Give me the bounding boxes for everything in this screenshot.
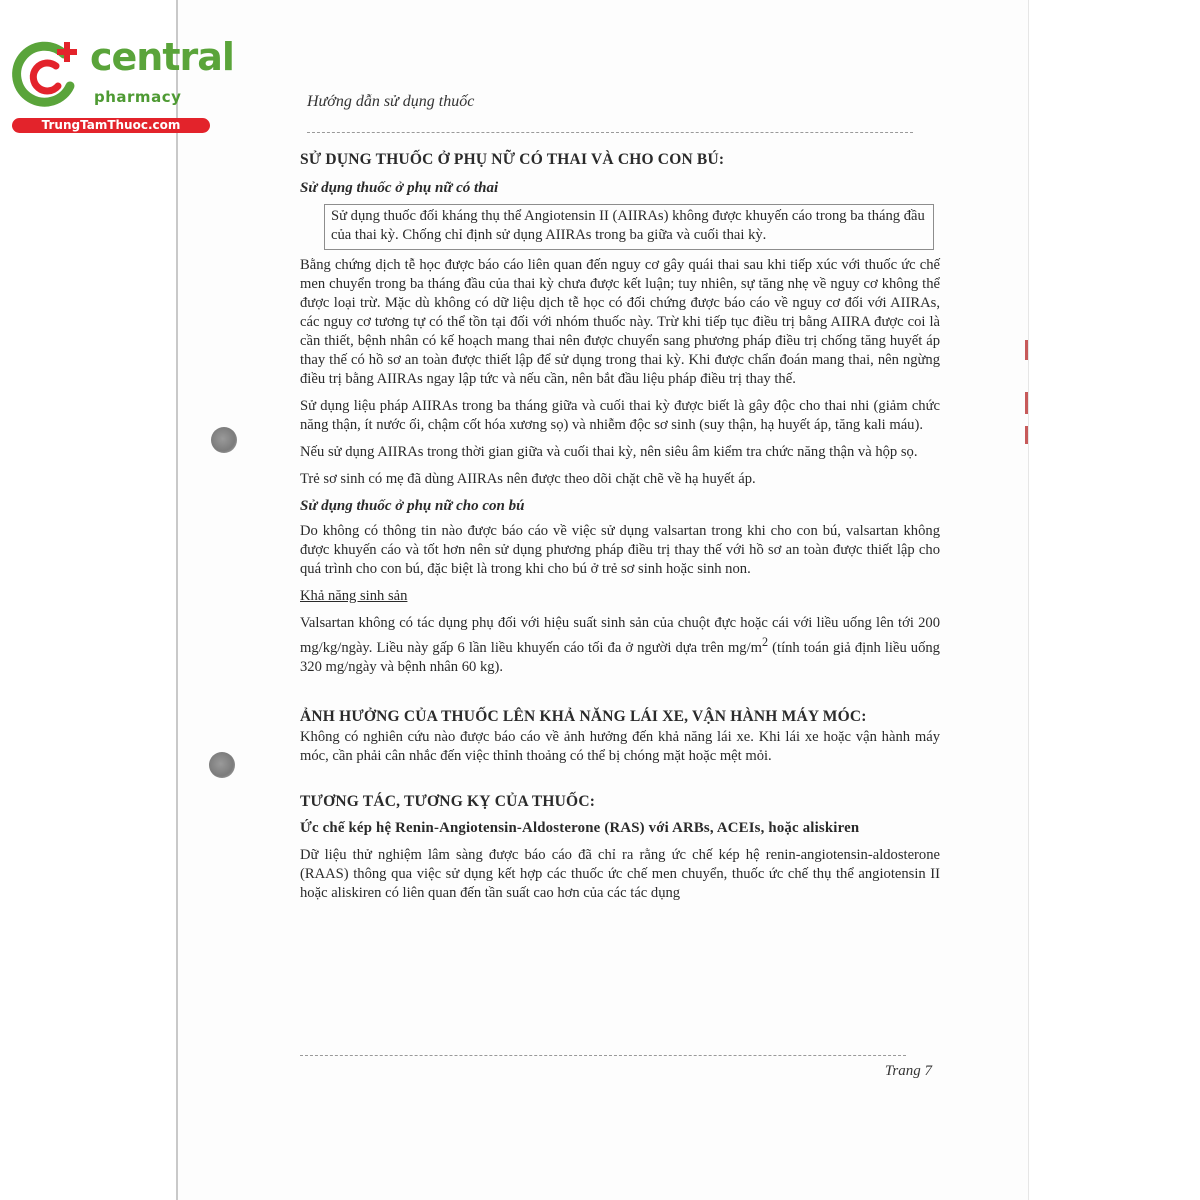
section-title-pregnancy: SỬ DỤNG THUỐC Ở PHỤ NỮ CÓ THAI VÀ CHO CON BÚ: bbox=[300, 151, 725, 168]
paragraph: Dữ liệu thử nghiệm lâm sàng được báo cáo đã chỉ ra rằng ức chế kép hệ renin-angiotensin-aldosterone (RAAS) thông qua việc sử dụng kết hợp các thuốc ức chế men chuyển, thuốc ức chế thụ thể angiotensin II hoặc aliskiren có liên quan đến tần suất cao hơn của các tác dụng bbox=[300, 846, 940, 901]
fertility-text-end: (tính toán giả định liều uống 320 mg/ngày và bệnh nhân 60 kg). bbox=[300, 639, 940, 675]
logo-wordmark: central bbox=[90, 35, 234, 79]
page-number: Trang 7 bbox=[884, 1063, 932, 1079]
document-body bbox=[300, 150, 940, 911]
header-rule bbox=[307, 132, 913, 133]
section-title-interactions: TƯƠNG TÁC, TƯƠNG KỴ CỦA THUỐC: bbox=[300, 792, 596, 810]
paragraph: Bằng chứng dịch tễ học được báo cáo liên quan đến nguy cơ gây quái thai sau khi tiếp xúc với thuốc ức chế men chuyển trong ba tháng đầu của thai kỳ chưa được kết luận; tuy nhiên, sự tăng nhẹ về nguy cơ không thể được loại trừ. Mặc dù không có dữ liệu dịch tễ học có đối chứng được báo cáo về nguy cơ đối với AIIRAs, các nguy cơ tương tự có thể tồn tại đối với nhóm thuốc này. Trừ khi tiếp tục điều trị bằng AIIRA được coi là cần thiết, bệnh nhân có kế hoạch mang thai nên được chuyển sang phương pháp điều trị chống tăng huyết áp thay thế có hồ sơ an toàn được thiết lập để sử dụng trong thai kỳ. Khi được chẩn đoán mang thai, nên ngừng điều trị bằng AIIRAs ngay lập tức và nếu cần, nên bắt đầu liệu pháp điều trị thay thế. bbox=[300, 257, 940, 387]
edge-mark bbox=[1025, 392, 1028, 414]
paragraph: Do không có thông tin nào được báo cáo về việc sử dụng valsartan trong khi cho con bú, valsartan không được khuyến cáo và tốt hơn nên sử dụng phương pháp điều trị thay thế với hồ sơ an toàn được thiết lập cho quá trình cho con bú, đặc biệt là trong khi cho bú ở trẻ sơ sinh hoặc sinh non. bbox=[300, 523, 940, 577]
fertility-text: Valsartan không có tác dụng phụ đối với hiệu suất sinh sản của chuột đực hoặc cái với liều uống lên tới 200 mg/kg/ngày. Liều này gấp 6 lần liều khuyến cáo tối đa ở người dựa trên mg/m bbox=[300, 615, 940, 656]
paragraph: Nếu sử dụng AIIRAs trong thời gian giữa và cuối thai kỳ, nên siêu âm kiểm tra chức năng thận và hộp sọ. bbox=[300, 444, 918, 460]
logo-subtitle: pharmacy bbox=[94, 88, 182, 106]
logo-emblem-icon bbox=[8, 36, 88, 116]
punch-hole-bottom bbox=[209, 752, 235, 778]
logo-website: TrungTamThuoc.com bbox=[12, 118, 210, 133]
paragraph-fertility bbox=[300, 614, 940, 677]
running-head: Hướng dẫn sử dụng thuốc bbox=[307, 93, 475, 110]
boxed-warning: Sử dụng thuốc đối kháng thụ thể Angiotensin II (AIIRAs) không được khuyến cáo trong ba tháng đầu của thai kỳ. Chống chỉ định sử dụng AIIRAs trong ba giữa và cuối thai kỳ. bbox=[324, 204, 934, 250]
subheading-pregnant: Sử dụng thuốc ở phụ nữ có thai bbox=[300, 180, 499, 196]
footer-rule bbox=[300, 1055, 906, 1056]
central-pharmacy-logo bbox=[8, 35, 234, 136]
paragraph: Không có nghiên cứu nào được báo cáo về ảnh hưởng đến khả năng lái xe. Khi lái xe hoặc vận hành máy móc, cần phải cân nhắc đến việc thỉnh thoảng có thể bị chóng mặt hoặc mệt mỏi. bbox=[300, 728, 940, 764]
paragraph: Trẻ sơ sinh có mẹ đã dùng AIIRAs nên được theo dõi chặt chẽ về hạ huyết áp. bbox=[300, 471, 756, 487]
subheading-fertility: Khả năng sinh sản bbox=[300, 588, 408, 604]
punch-hole-top bbox=[211, 427, 237, 453]
superscript: 2 bbox=[762, 635, 769, 649]
section-title-driving: ẢNH HƯỞNG CỦA THUỐC LÊN KHẢ NĂNG LÁI XE, VẬN HÀNH MÁY MÓC: bbox=[300, 707, 867, 725]
edge-mark bbox=[1025, 426, 1028, 444]
subheading-breastfeeding: Sử dụng thuốc ở phụ nữ cho con bú bbox=[300, 498, 525, 514]
paragraph: Sử dụng liệu pháp AIIRAs trong ba tháng giữa và cuối thai kỳ được biết là gây độc cho thai nhi (giảm chức năng thận, ít nước ối, chậm cốt hóa xương sọ) và nhiễm độc sơ sinh (suy thận, hạ huyết áp, tăng kali máu). bbox=[300, 398, 940, 433]
subheading-dual-blockade: Ức chế kép hệ Renin-Angiotensin-Aldosterone (RAS) với ARBs, ACEIs, hoặc aliskiren bbox=[300, 819, 860, 836]
edge-mark bbox=[1025, 340, 1028, 360]
